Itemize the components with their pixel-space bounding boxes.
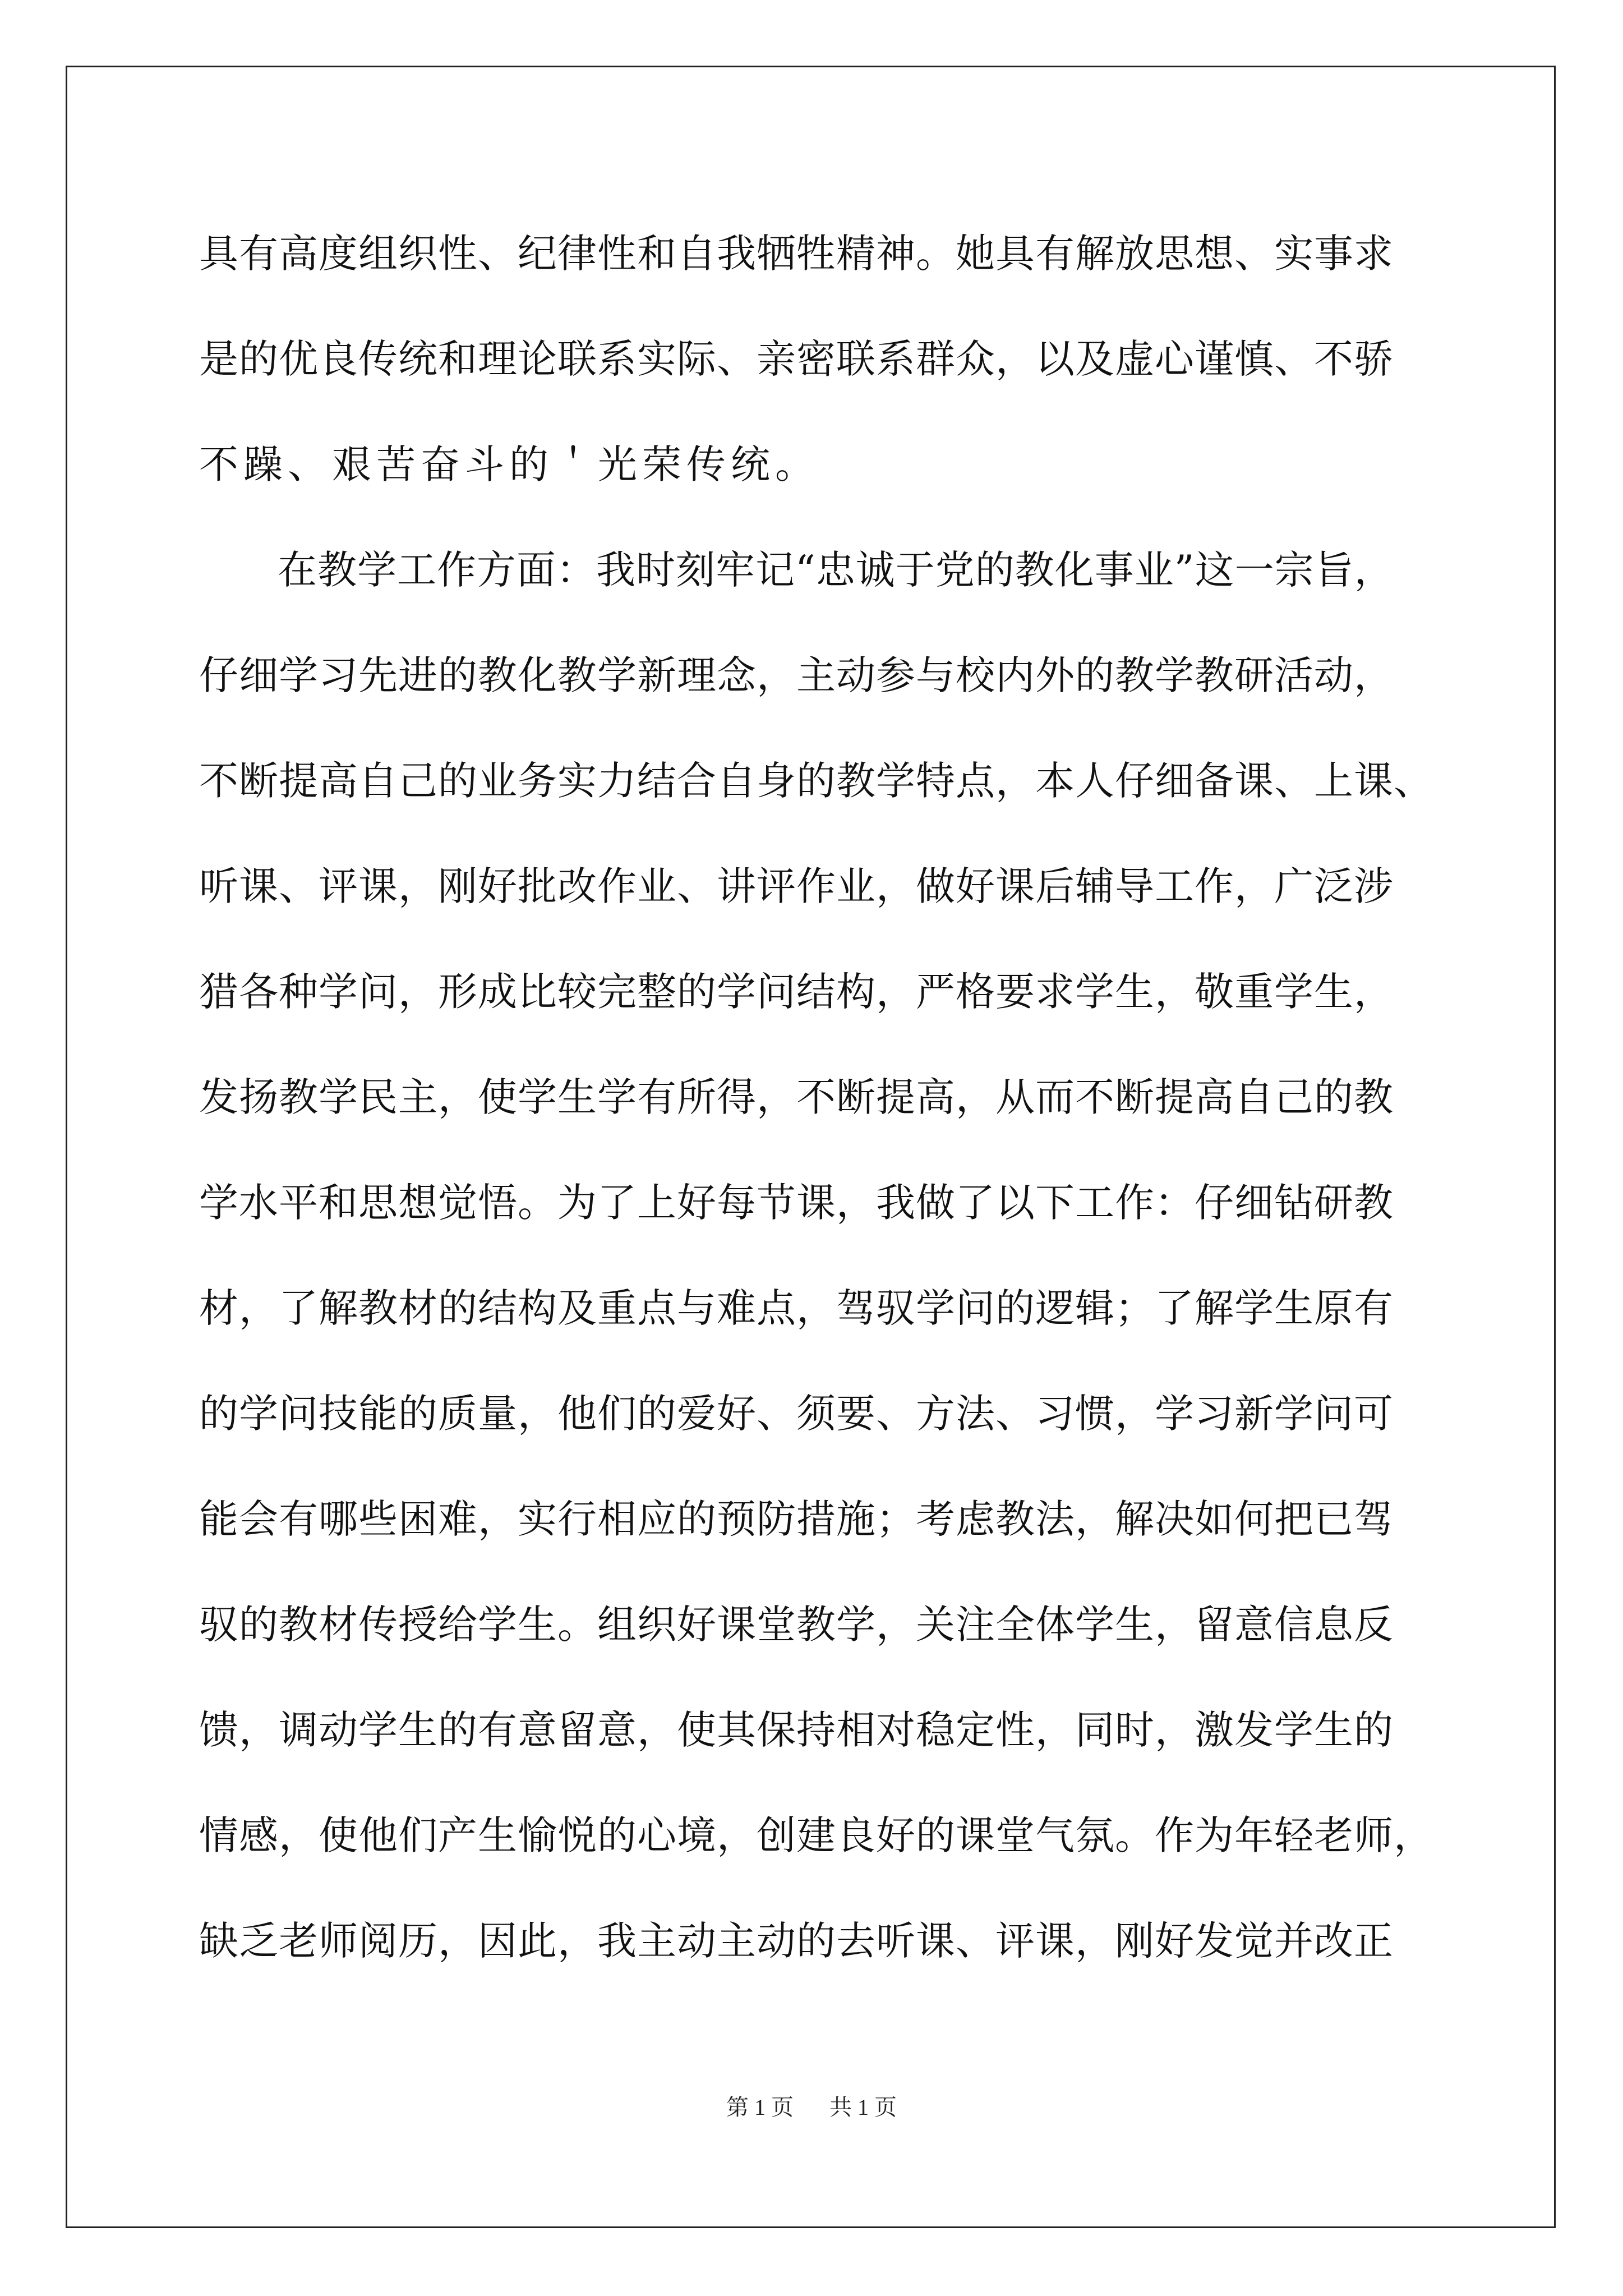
- page-number: 第 1 页: [726, 2095, 794, 2120]
- text-line: 情感，使他们产生愉悦的心境，创建良好的课堂气氛。作为年轻老师，: [199, 1812, 1433, 1858]
- text-line: 馈，调动学生的有意留意，使其保持相对稳定性，同时，激发学生的: [199, 1707, 1394, 1753]
- text-line: 缺乏老师阅历，因此，我主动主动的去听课、评课，刚好发觉并改正: [199, 1918, 1394, 1964]
- text-line: 不断提高自己的业务实力结合自身的教学特点，本人仔细备课、上课、: [199, 758, 1433, 804]
- text-line: 仔细学习先进的教化教学新理念，主动参与校内外的教学教研活动，: [199, 652, 1394, 698]
- text-line: 学水平和思想觉悟。为了上好每节课，我做了以下工作：仔细钻研教: [199, 1180, 1394, 1226]
- text-line: 听课、评课，刚好批改作业、讲评作业，做好课后辅导工作，广泛涉: [199, 863, 1394, 909]
- text-line: 发扬教学民主，使学生学有所得，不断提高，从而不断提高自己的教: [199, 1074, 1394, 1120]
- paragraph-first-line: 在教学工作方面：我时刻牢记“忠诚于党的教化事业”这一宗旨，: [278, 547, 1394, 593]
- text-line: 具有高度组织性、纪律性和自我牺牲精神。她具有解放思想、实事求: [199, 231, 1394, 277]
- text-line: 猎各种学问，形成比较完整的学问结构，严格要求学生，敬重学生，: [199, 969, 1394, 1015]
- text-line: 能会有哪些困难，实行相应的预防措施；考虑教法，解决如何把已驾: [199, 1496, 1394, 1542]
- text-line: 材，了解教材的结构及重点与难点，驾驭学问的逻辑；了解学生原有: [199, 1285, 1394, 1331]
- text-line: 驭的教材传授给学生。组织好课堂教学，关注全体学生，留意信息反: [199, 1602, 1394, 1648]
- page-total: 共 1 页: [829, 2095, 897, 2120]
- page-footer: [0, 2093, 1623, 2122]
- text-line: 不躁、艰苦奋斗的＇光荣传统。: [199, 441, 819, 487]
- text-line: 的学问技能的质量，他们的爱好、须要、方法、习惯，学习新学问可: [199, 1391, 1394, 1437]
- document-body: [199, 220, 1433, 2013]
- text-line: 是的优良传统和理论联系实际、亲密联系群众，以及虚心谨慎、不骄: [199, 336, 1394, 382]
